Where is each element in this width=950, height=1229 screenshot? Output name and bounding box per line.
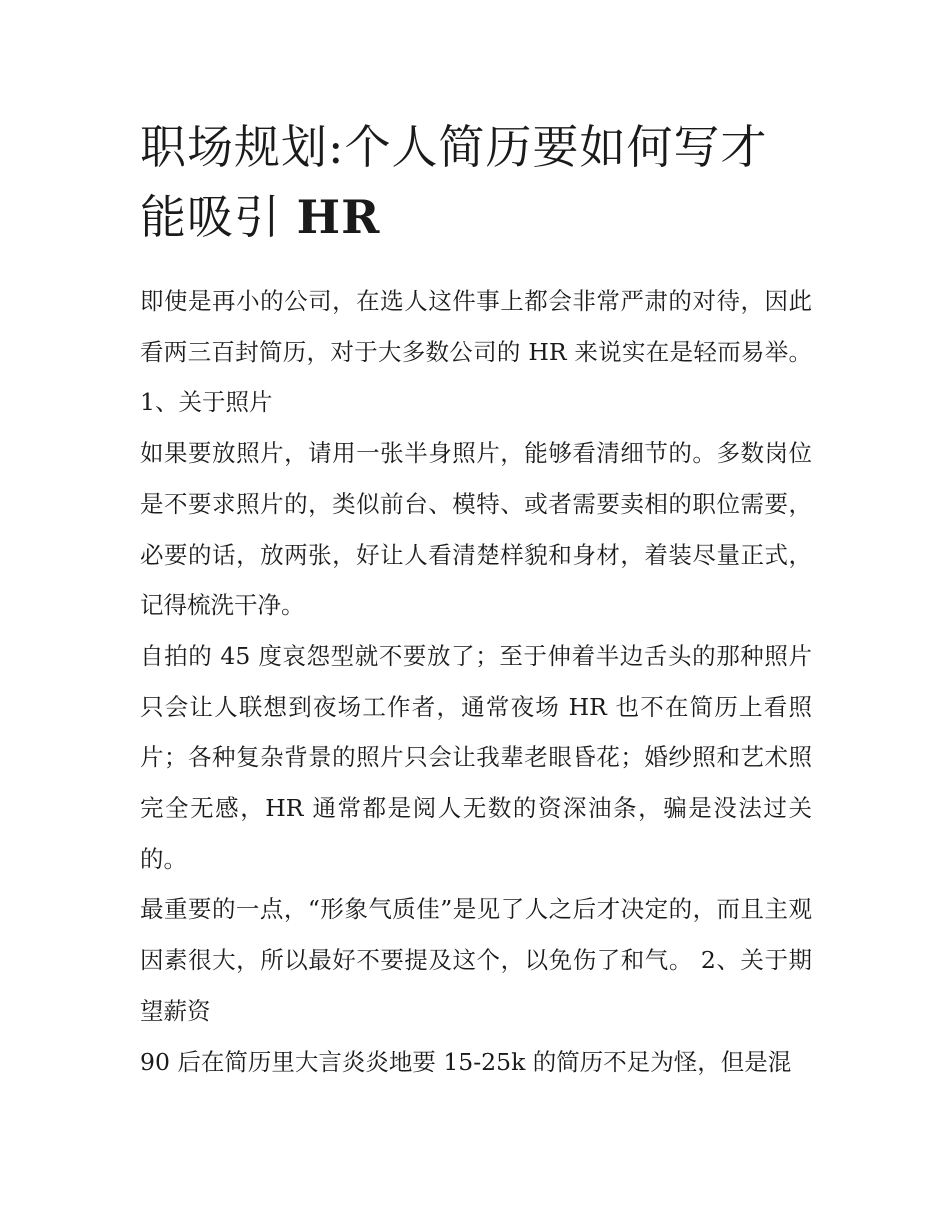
title-latin-text: HR	[296, 190, 381, 244]
paragraph-photo-advice: 如果要放照片，请用一张半身照片，能够看清细节的。多数岗位是不要求照片的，类似前台、模特、或者需要卖相的职位需要，必要的话，放两张，好让人看清楚样貌和身材，着装尽量正式，记得梳洗干净。	[140, 439, 812, 620]
paragraph-selfie-warning: 自拍的 45 度哀怨型就不要放了；至于伸着半边舌头的那种照片只会让人联想到夜场工作者，通常夜场 HR 也不在简历上看照片；各种复杂背景的照片只会让我辈老眼昏花；婚纱照和艺术照完全无感，HR 通常都是阅人无数的资深油条，骗是没法过关的。	[140, 641, 812, 873]
document-body	[140, 276, 812, 1087]
paragraph-intro-photo: 即使是再小的公司，在选人这件事上都会非常严肃的对待，因此看两三百封简历，对于大多数公司的 HR 来说实在是轻而易举。 1、关于照片	[140, 287, 812, 417]
title-main-text: 职场规划:个人简历要如何写才能吸引	[140, 120, 768, 244]
paragraph-appearance-salary: 最重要的一点，“形象气质佳”是见了人之后才决定的，而且主观因素很大，所以最好不要提及这个，以免伤了和气。 2、关于期望薪资	[140, 895, 812, 1025]
document-title	[140, 112, 812, 252]
document-page	[140, 112, 812, 1087]
paragraph-salary: 90 后在简历里大言炎炎地要 15-25k 的简历不足为怪，但是混	[140, 1047, 792, 1076]
